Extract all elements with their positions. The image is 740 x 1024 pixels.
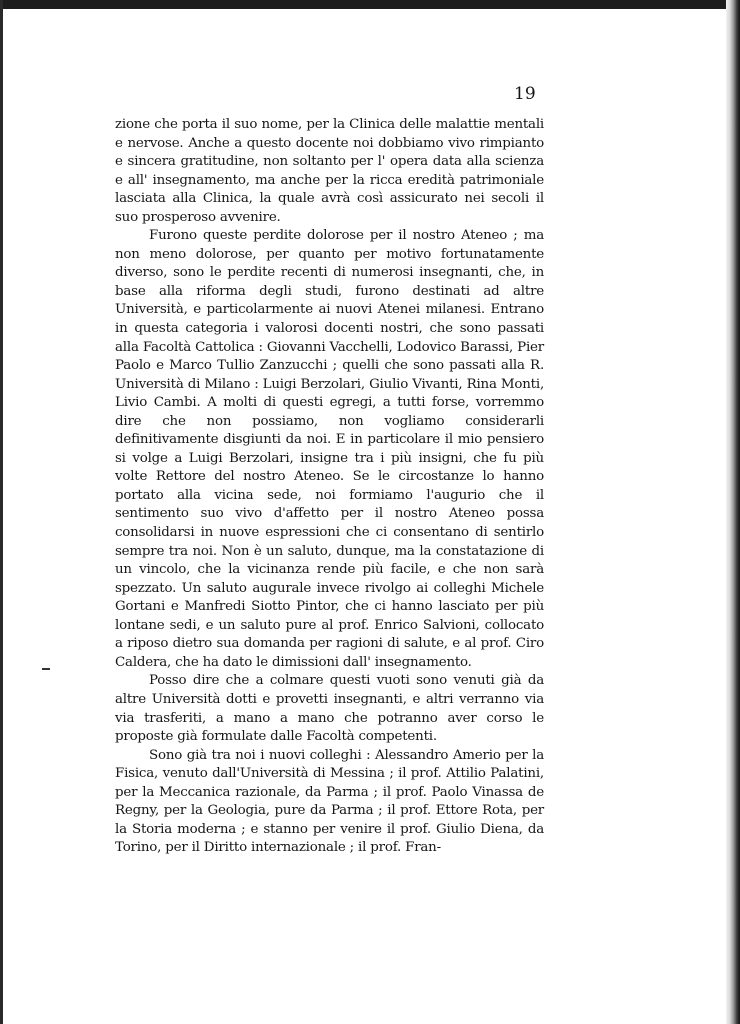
scan-border-left (0, 0, 3, 1024)
paragraph-1: zione che porta il suo nome, per la Clinica delle malattie mentali e nervose. Anche a questo docente noi dobbiamo vivo rimpianto e sincera gratitudine, non soltanto per l' opera data alla scienza e all' insegnamento, ma anche per la ricca eredità patrimoniale lasciata alla Clinica, la quale avrà così assicurato nei secoli il suo prosperoso avvenire. (115, 117, 544, 225)
scan-border-top (0, 0, 740, 9)
body-text (115, 116, 544, 858)
page-number: 19 (514, 84, 536, 104)
paragraph-3: Posso dire che a colmare questi vuoti sono venuti già da altre Università dotti e provetti insegnanti, e altri verranno via via trasferiti, a mano a mano che potranno aver corso le proposte già formulate dalle Facoltà competenti. (115, 673, 544, 745)
scan-border-right (726, 0, 740, 1024)
paragraph-4: Sono già tra noi i nuovi colleghi : Alessandro Amerio per la Fisica, venuto dall'Università di Messina ; il prof. Attilio Palatini, per la Meccanica razionale, da Parma ; il prof. Paolo Vinassa de Regny, per la Geologia, pure da Parma ; il prof. Ettore Rota, per la Storia moderna ; e stanno per venire il prof. Giulio Diena, da Torino, per il Diritto internazionale ; il prof. Fran- (115, 747, 544, 856)
paragraph-2: Furono queste perdite dolorose per il nostro Ateneo ; ma non meno dolorose, per quanto per motivo fortunatamente diverso, sono le perdite recenti di numerosi insegnanti, che, in base alla riforma degli studi, furono destinati ad altre Università, e particolarmente ai nuovi Atenei milanesi. Entrano in questa categoria i valorosi docenti nostri, che sono passati alla Facoltà Cattolica : Giovanni Vacchelli, Lodovico Barassi, Pier Paolo e Marco Tullio Zanzucchi ; quelli che sono passati alla R. Università di Milano : Luigi Berzolari, Giulio Vivanti, Rina Monti, Livio Cambi. A molti di questi egregi, a tutti forse, vorremmo dire che non possiamo, non vogliamo considerarli definitivamente disgiunti da noi. E in particolare il mio pensiero si volge a Luigi Berzolari, insigne tra i più insigni, che fu più volte Rettore del nostro Ateneo. Se le circostanze lo hanno portato alla vicina sede, noi formiamo l'augurio che il sentimento suo vivo d'affetto per il nostro Ateneo possa consolidarsi in nuove espressioni che ci consentano di sentirlo sempre tra noi. Non è un saluto, dunque, ma la constatazione di un vincolo, che la vicinanza rende più facile, e che non sarà spezzato. Un saluto augurale invece rivolgo ai colleghi Michele Gortani e Manfredi Siotto Pintor, che ci hanno lasciato per più lontane sedi, e un saluto pure al prof. Enrico Salvioni, collocato a riposo dietro sua domanda per ragioni di salute, e al prof. Ciro Caldera, che ha dato le dimissioni dall' insegnamento. (115, 228, 544, 670)
margin-mark (42, 668, 50, 670)
